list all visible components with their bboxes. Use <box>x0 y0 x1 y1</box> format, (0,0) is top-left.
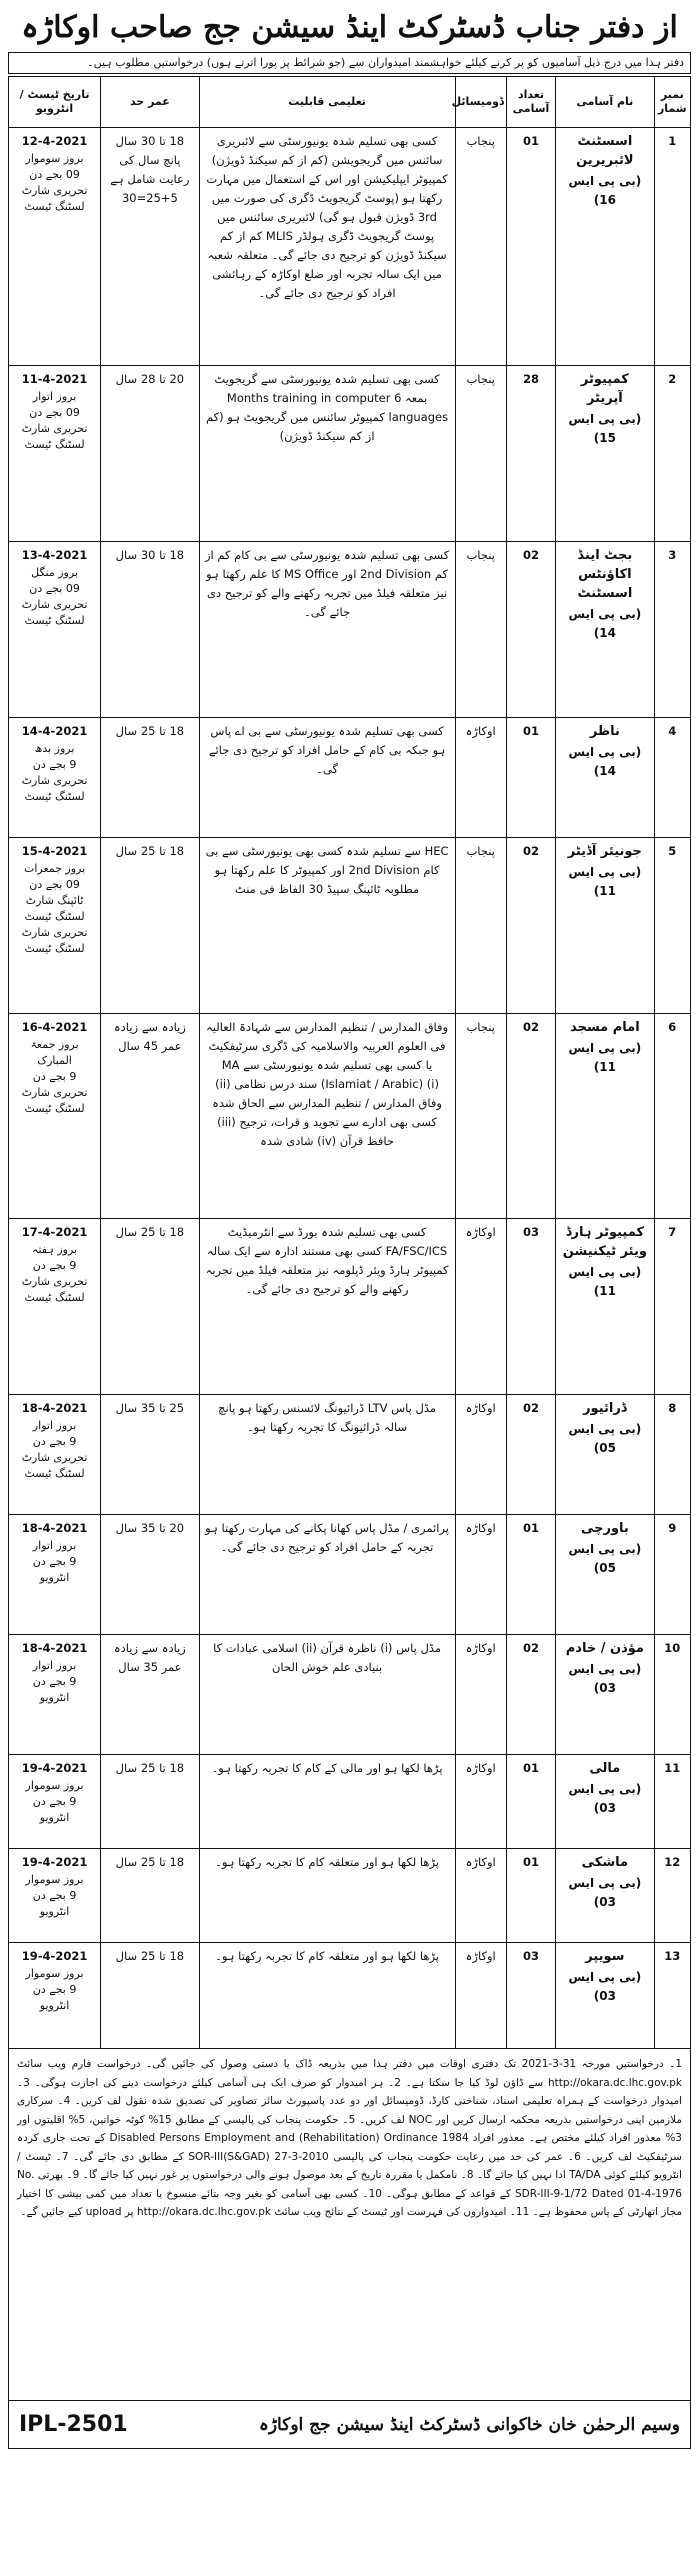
qualification: پڑھا لکھا ہو اور متعلقہ کام کا تجربہ رکھتا ہو۔ <box>199 1943 455 2049</box>
test-day: بروز اتوار <box>32 1659 77 1672</box>
post-cell <box>556 542 654 718</box>
post-name: مالی <box>589 1761 621 1776</box>
table-row <box>9 1635 691 1755</box>
post-cell <box>556 1755 654 1849</box>
age-cell <box>101 1635 199 1755</box>
test-schedule <box>9 1515 101 1635</box>
post-name: جونیئر آڈیٹر <box>567 844 642 859</box>
test-day: بروز منگل <box>31 566 78 579</box>
post-name: کمپیوٹر ہارڈ ویئر ٹیکنیشن <box>562 1225 647 1259</box>
test-date: 19-4-2021 <box>21 1949 88 1963</box>
terms-and-conditions: 1۔ درخواستیں مورخہ 31-3-2021 تک دفتری اوقات میں دفتر ہذا میں بذریعہ ڈاک یا دستی وصول کی جائیں گی۔ درخواست فارم ویب سائٹ http://okara.dc.lhc.gov.pk سے ڈاؤن لوڈ کیا جا سکتا ہے۔ 2۔ ہر امیدوار کو صرف ایک ہی آسامی کیلئے درخواست دینے کی اجازت ہوگی۔ 3۔ امیدوار درخواست کے ہمراہ تعلیمی اسناد، شناختی کارڈ، ڈومیسائل اور دو عدد پاسپورٹ سائز تصاویر کی تصدیق شدہ نقول لف کریں۔ 4۔ سرکاری ملازمین اپنی درخواستیں بذریعہ محکمہ ارسال کریں اور NOC لف کریں۔ 5۔ حکومت پنجاب کی پالیسی کے مطابق 15% کوٹہ خواتین، 5% اقلیتوں اور 3% معذور افراد کیلئے مختص ہے۔ معذور افراد Disabled Persons Employment and (Rehabilitation) Ordinance 1984 کے تحت جاری کردہ سرٹیفکیٹ لف کریں۔ 6۔ عمر کی حد میں رعایت حکومت پنجاب کی پالیسی SOR-III(S&GAD) 27-3-2010 کے مطابق دی جائے گی۔ 7۔ ٹیسٹ / انٹرویو کیلئے کوئی TA/DA ادا نہیں کیا جائے گا۔ 8۔ نامکمل یا مقررہ تاریخ کے بعد موصول ہونے والی درخواستوں پر غور نہیں کیا جائے گا۔ 9۔ بھرتی No. SDR-III-9-1/72 Dated 01-4-1976 کے قواعد کے مطابق ہوگی۔ 10۔ کسی بھی آسامی کو بغیر وجہ بتائے منسوخ یا تعداد میں کمی بیشی کا اختیار مجاز اتھارٹی کے پاس محفوظ ہے۔ 11۔ امیدواروں کی فہرست اور ٹیسٹ کے نتائج ویب سائٹ http://okara.dc.lhc.gov.pk پر upload کیے جائیں گے۔ <box>8 2049 691 2401</box>
post-scale: (بی پی ایس 03) <box>568 1662 642 1695</box>
test-schedule <box>9 1849 101 1943</box>
test-schedule <box>9 128 101 366</box>
test-time: 09 بجے دن <box>29 878 80 891</box>
domicile: پنجاب <box>455 542 506 718</box>
test-time: 9 بجے دن <box>32 1675 77 1688</box>
post-count: 01 <box>506 128 555 366</box>
post-cell <box>556 1014 654 1219</box>
post-scale: (بی پی ایس 11) <box>568 865 642 898</box>
test-schedule <box>9 718 101 838</box>
serial-number: 10 <box>654 1635 690 1755</box>
test-time: 09 بجے دن <box>29 582 80 595</box>
post-name: اسسٹنٹ لائبریرین <box>576 134 634 168</box>
age-limit: زیادہ سے زیادہ عمر 45 سال <box>113 1020 186 1053</box>
test-date: 15-4-2021 <box>21 844 88 858</box>
test-schedule <box>9 1219 101 1395</box>
table-row <box>9 1943 691 2049</box>
post-count: 01 <box>506 1755 555 1849</box>
test-time: 09 بجے دن <box>29 406 80 419</box>
page-title: از دفتر جناب ڈسٹرکٹ اینڈ سیشن جج صاحب اوکاڑہ <box>21 10 678 45</box>
age-limit: 25 تا 35 سال <box>115 1401 185 1415</box>
post-scale: (بی پی ایس 03) <box>568 1782 642 1815</box>
post-count: 01 <box>506 1849 555 1943</box>
table-row <box>9 1849 691 1943</box>
test-time: 9 بجے دن <box>32 1795 77 1808</box>
test-date: 12-4-2021 <box>21 134 88 148</box>
post-scale: (بی پی ایس 05) <box>568 1422 642 1455</box>
post-cell <box>556 1849 654 1943</box>
post-name: امام مسجد <box>570 1020 640 1035</box>
domicile: اوکاڑہ <box>455 1395 506 1515</box>
domicile: اوکاڑہ <box>455 1849 506 1943</box>
post-count: 02 <box>506 1395 555 1515</box>
header-qualification: تعلیمی قابلیت <box>199 77 455 128</box>
qualification: کسی بھی تسلیم شدہ یونیورسٹی سے بی کام کم از کم 2nd Division اور MS Office کا علم رکھتا ہو نیز متعلقہ فیلڈ میں تجربہ رکھنے والے کو ترجیح دی جائے گی۔ <box>199 542 455 718</box>
test-day: بروز سوموار <box>25 1873 84 1886</box>
test-time: 9 بجے دن <box>32 1889 77 1902</box>
test-time: 9 بجے دن <box>32 758 77 771</box>
header-domicile: ڈومیسائل <box>455 77 506 128</box>
age-limit: 20 تا 28 سال <box>115 372 185 386</box>
age-limit: زیادہ سے زیادہ عمر 35 سال <box>113 1641 186 1674</box>
post-count: 02 <box>506 838 555 1014</box>
domicile: پنجاب <box>455 128 506 366</box>
age-cell <box>101 1219 199 1395</box>
test-type: انٹرویو <box>39 1691 70 1704</box>
test-time: 9 بجے دن <box>32 1070 77 1083</box>
qualification: پڑھا لکھا ہو اور مالی کے کام کا تجربہ رکھتا ہو۔ <box>199 1755 455 1849</box>
table-row <box>9 1395 691 1515</box>
serial-number: 5 <box>654 838 690 1014</box>
header-serial: نمبر شمار <box>654 77 690 128</box>
qualification: کسی بھی تسلیم شدہ یونیورسٹی سے لائبریری سائنس میں گریجویشن (کم از کم سیکنڈ ڈویژن) کمپیوٹر ایپلیکیشن اور اس کے استعمال میں مہارت رکھتا ہو (پوسٹ گریجویٹ ڈگری کی صورت میں 3rd ڈویژن قبول ہو گی) لائبریری سائنس میں پوسٹ گریجویٹ ڈگری ہولڈر MLIS کم از کم سیکنڈ ڈویژن کو ترجیح دی جائے گی۔ متعلقہ شعبہ میں ایک سالہ تجربہ اور ضلع اوکاڑہ کے رہائشی افراد کو ترجیح دی جائے گی۔ <box>199 128 455 366</box>
vacancies-table <box>8 76 691 2049</box>
table-row <box>9 1014 691 1219</box>
test-schedule <box>9 542 101 718</box>
qualification: کسی بھی تسلیم شدہ بورڈ سے انٹرمیڈیٹ FA/FSC/ICS کسی بھی مستند ادارہ سے ایک سالہ کمپیوٹر ہارڈ ویئر ڈپلومہ نیز متعلقہ فیلڈ میں تجربہ رکھنے والے کو ترجیح دی جائے گی۔ <box>199 1219 455 1395</box>
post-cell <box>556 128 654 366</box>
table-row <box>9 366 691 542</box>
age-limit: 18 تا 25 سال <box>115 844 185 858</box>
test-schedule <box>9 366 101 542</box>
age-limit: 18 تا 30 سال <box>115 134 185 148</box>
test-schedule <box>9 1014 101 1219</box>
table-row <box>9 542 691 718</box>
age-cell <box>101 542 199 718</box>
test-time: 9 بجے دن <box>32 1555 77 1568</box>
age-cell <box>101 838 199 1014</box>
table-row <box>9 1515 691 1635</box>
post-cell <box>556 1515 654 1635</box>
test-date: 17-4-2021 <box>21 1225 88 1239</box>
test-schedule <box>9 838 101 1014</box>
post-name: سویپر <box>585 1949 625 1964</box>
test-time: 9 بجے دن <box>32 1435 77 1448</box>
test-date: 18-4-2021 <box>21 1521 88 1535</box>
test-type: تحریری شارٹ لسٹنگ ٹیسٹ <box>21 774 88 803</box>
test-date: 18-4-2021 <box>21 1641 88 1655</box>
serial-number: 3 <box>654 542 690 718</box>
serial-number: 7 <box>654 1219 690 1395</box>
domicile: اوکاڑہ <box>455 1943 506 2049</box>
age-limit: 20 تا 35 سال <box>115 1521 185 1535</box>
age-cell <box>101 718 199 838</box>
age-cell <box>101 1849 199 1943</box>
test-day: بروز اتوار <box>32 1539 77 1552</box>
qualification: کسی بھی تسلیم شدہ یونیورسٹی سے بی اے پاس ہو جبکہ بی کام کے حامل افراد کو ترجیح دی جائے گی۔ <box>199 718 455 838</box>
post-name: باورچی <box>580 1521 629 1536</box>
post-name: کمپیوٹر آپریٹر <box>580 372 629 406</box>
post-count: 28 <box>506 366 555 542</box>
test-type: انٹرویو <box>39 1999 70 2012</box>
table-header-row <box>9 77 691 128</box>
table-row <box>9 128 691 366</box>
qualification: مڈل پاس LTV ڈرائیونگ لائسنس رکھتا ہو پانچ سالہ ڈرائیونگ کا تجربہ رکھتا ہو۔ <box>199 1395 455 1515</box>
post-scale: (بی پی ایس 16) <box>568 174 642 207</box>
post-count: 02 <box>506 1635 555 1755</box>
serial-number: 12 <box>654 1849 690 1943</box>
age-limit: 18 تا 25 سال <box>115 1855 185 1869</box>
post-cell <box>556 1219 654 1395</box>
post-count: 01 <box>506 718 555 838</box>
age-relaxation-note: پانچ سال کی رعایت شامل ہے <box>110 153 190 186</box>
post-count: 01 <box>506 1515 555 1635</box>
serial-number: 6 <box>654 1014 690 1219</box>
post-cell <box>556 366 654 542</box>
qualification: وفاق المدارس / تنظیم المدارس سے شہادۃ العالیہ فی العلوم العربیہ والاسلامیہ کی ڈگری سرٹیفکیٹ یا کسی بھی تسلیم شدہ یونیورسٹی سے MA (Islamiat / Arabic) (i) سند درس نظامی (ii) وفاق المدارس / تنظیم المدارس سے الحاق شدہ کسی بھی ادارے سے تجوید و قرات، ترجیح (iii) حافظ قرآن (iv) شادی شدہ <box>199 1014 455 1219</box>
qualification: HEC سے تسلیم شدہ کسی بھی یونیورسٹی سے بی کام 2nd Division اور کمپیوٹر کا علم رکھتا ہو مطلوبہ ٹائپنگ سپیڈ 30 الفاظ فی منٹ <box>199 838 455 1014</box>
post-scale: (بی پی ایس 05) <box>568 1542 642 1575</box>
age-cell <box>101 128 199 366</box>
table-body <box>9 128 691 2049</box>
qualification: مڈل پاس (i) ناظرہ قرآن (ii) اسلامی عبادات کا بنیادی علم خوش الحان <box>199 1635 455 1755</box>
age-cell <box>101 1943 199 2049</box>
test-day: بروز بدھ <box>34 742 75 755</box>
signature-line: وسیم الرحمٰن خان خاکوانی ڈسٹرکٹ اینڈ سیشن جج اوکاڑہ <box>258 2415 680 2435</box>
age-cell <box>101 1395 199 1515</box>
post-cell <box>556 1635 654 1755</box>
table-row <box>9 1219 691 1395</box>
test-day: بروز سوموار <box>25 152 84 165</box>
serial-number: 9 <box>654 1515 690 1635</box>
test-type: ٹائپنگ شارٹ لسٹنگ ٹیسٹ تحریری شارٹ لسٹنگ ٹیسٹ <box>21 894 88 955</box>
serial-number: 1 <box>654 128 690 366</box>
post-scale: (بی پی ایس 14) <box>568 745 642 778</box>
test-day: بروز سوموار <box>25 1779 84 1792</box>
test-date: 16-4-2021 <box>21 1020 88 1034</box>
serial-number: 2 <box>654 366 690 542</box>
test-day: بروز اتوار <box>32 390 77 403</box>
serial-number: 4 <box>654 718 690 838</box>
age-limit: 18 تا 30 سال <box>115 548 185 562</box>
post-count: 02 <box>506 542 555 718</box>
domicile: اوکاڑہ <box>455 1635 506 1755</box>
test-schedule <box>9 1395 101 1515</box>
age-cell <box>101 1014 199 1219</box>
test-type: انٹرویو <box>39 1905 70 1918</box>
test-day: بروز ہفتہ <box>32 1243 78 1256</box>
table-row <box>9 1755 691 1849</box>
post-count: 02 <box>506 1014 555 1219</box>
test-type: انٹرویو <box>39 1571 70 1584</box>
table-row <box>9 718 691 838</box>
domicile: اوکاڑہ <box>455 1515 506 1635</box>
test-type: تحریری شارٹ لسٹنگ ٹیسٹ <box>21 422 88 451</box>
post-scale: (بی پی ایس 11) <box>568 1041 642 1074</box>
post-scale: (بی پی ایس 03) <box>568 1876 642 1909</box>
post-name: بجٹ اینڈ اکاؤنٹس اسسٹنٹ <box>577 548 633 601</box>
serial-number: 11 <box>654 1755 690 1849</box>
qualification: پرائمری / مڈل پاس کھانا پکانے کی مہارت رکھتا ہو تجربہ کے حامل افراد کو ترجیح دی جائے گی۔ <box>199 1515 455 1635</box>
test-time: 09 بجے دن <box>29 168 80 181</box>
age-limit: 18 تا 25 سال <box>115 1949 185 1963</box>
post-name: ناظر <box>589 724 620 739</box>
test-time: 9 بجے دن <box>32 1983 77 1996</box>
post-name: ماشکی <box>581 1855 629 1870</box>
domicile: پنجاب <box>455 1014 506 1219</box>
header-age: عمر حد <box>101 77 199 128</box>
test-type: تحریری شارٹ لسٹنگ ٹیسٹ <box>21 598 88 627</box>
test-type: تحریری شارٹ لسٹنگ ٹیسٹ <box>21 1451 88 1480</box>
domicile: اوکاڑہ <box>455 718 506 838</box>
post-scale: (بی پی ایس 15) <box>568 412 642 445</box>
post-scale: (بی پی ایس 11) <box>568 1265 642 1298</box>
post-scale: (بی پی ایس 14) <box>568 607 642 640</box>
post-count: 03 <box>506 1219 555 1395</box>
header-test-date: تاریخ ٹیسٹ / انٹرویو <box>9 77 101 128</box>
test-day: بروز جمعرات <box>23 862 86 875</box>
age-limit: 18 تا 25 سال <box>115 724 185 738</box>
post-name: مؤذن / خادم <box>565 1641 644 1656</box>
age-cell <box>101 1755 199 1849</box>
post-cell <box>556 838 654 1014</box>
table-row <box>9 838 691 1014</box>
age-calculation: 25+5=30 <box>121 191 178 205</box>
serial-number: 13 <box>654 1943 690 2049</box>
test-date: 19-4-2021 <box>21 1855 88 1869</box>
post-name: ڈرائیور <box>583 1401 627 1416</box>
age-limit: 18 تا 25 سال <box>115 1225 185 1239</box>
footer <box>8 2401 691 2449</box>
age-cell <box>101 366 199 542</box>
test-day: بروز سوموار <box>25 1967 84 1980</box>
post-cell <box>556 718 654 838</box>
test-date: 11-4-2021 <box>21 372 88 386</box>
header-count: تعداد آسامی <box>506 77 555 128</box>
test-day: بروز اتوار <box>32 1419 77 1432</box>
test-date: 13-4-2021 <box>21 548 88 562</box>
test-type: تحریری شارٹ لسٹنگ ٹیسٹ <box>21 184 88 213</box>
header-post: نام آسامی <box>556 77 654 128</box>
test-date: 19-4-2021 <box>21 1761 88 1775</box>
age-cell <box>101 1515 199 1635</box>
post-scale: (بی پی ایس 03) <box>568 1970 642 2003</box>
qualification: پڑھا لکھا ہو اور متعلقہ کام کا تجربہ رکھتا ہو۔ <box>199 1849 455 1943</box>
domicile: اوکاڑہ <box>455 1755 506 1849</box>
domicile: اوکاڑہ <box>455 1219 506 1395</box>
test-day: بروز جمعۃ المبارک <box>30 1038 79 1067</box>
test-date: 14-4-2021 <box>21 724 88 738</box>
age-limit: 18 تا 25 سال <box>115 1761 185 1775</box>
post-cell <box>556 1395 654 1515</box>
test-type: انٹرویو <box>39 1811 70 1824</box>
ipl-number: IPL-2501 <box>19 2412 128 2437</box>
qualification: کسی بھی تسلیم شدہ یونیورسٹی سے گریجویٹ بمعہ 6 Months training in computer languages کمپیوٹر سائنس میں گریجویٹ ہو (کم از کم سیکنڈ ڈویژن) <box>199 366 455 542</box>
post-cell <box>556 1943 654 2049</box>
test-type: تحریری شارٹ لسٹنگ ٹیسٹ <box>21 1275 88 1304</box>
domicile: پنجاب <box>455 838 506 1014</box>
intro-text: دفتر ہذا میں درج ذیل آسامیوں کو پر کرنے کیلئے خواہشمند امیدواران سے (جو شرائط پر پورا اترتے ہوں) درخواستیں مطلوب ہیں۔ <box>8 52 691 74</box>
test-schedule <box>9 1943 101 2049</box>
test-type: تحریری شارٹ لسٹنگ ٹیسٹ <box>21 1086 88 1115</box>
test-schedule <box>9 1635 101 1755</box>
test-time: 9 بجے دن <box>32 1259 77 1272</box>
test-date: 18-4-2021 <box>21 1401 88 1415</box>
post-count: 03 <box>506 1943 555 2049</box>
domicile: پنجاب <box>455 366 506 542</box>
test-schedule <box>9 1755 101 1849</box>
serial-number: 8 <box>654 1395 690 1515</box>
